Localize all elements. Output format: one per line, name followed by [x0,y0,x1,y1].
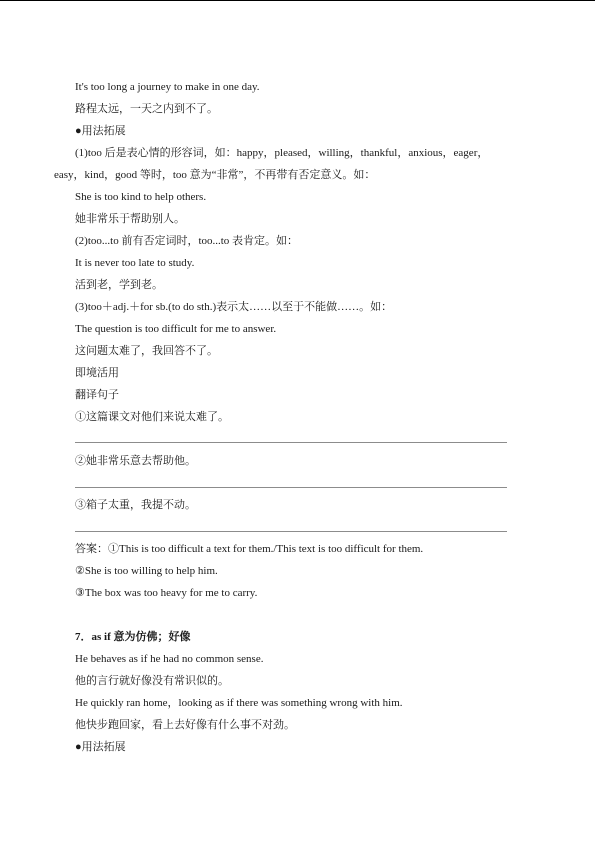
answer-blank-line-3 [75,531,507,532]
exercise-instruction: 翻译句子 [75,389,119,401]
example-sentence-zh: 路程太远，一天之内到不了。 [75,103,218,115]
exercise-item-2: ②她非常乐意去帮助他。 [75,455,196,467]
example-sentence-en: It is never too late to study. [75,257,195,269]
section-heading-as-if: 7．as if 意为仿佛；好像 [75,631,191,643]
section-heading-usage-extension: ●用法拓展 [75,741,126,753]
answer-key-2: ②She is too willing to help him. [75,565,218,577]
answer-blank-line-2 [75,487,507,488]
exercise-item-1: ①这篇课文对他们来说太难了。 [75,411,229,423]
answer-key-3: ③The box was too heavy for me to carry. [75,587,258,599]
section-heading-practice: 即境活用 [75,367,119,379]
example-sentence-en: The question is too difficult for me to answer. [75,323,277,335]
answer-key-1: 答案：①This is too difficult a text for them./This text is too difficult for them. [75,543,424,555]
example-sentence-zh: 他的言行就好像没有常识似的。 [75,675,229,687]
page-top-border [0,0,595,1]
example-sentence-zh: 活到老，学到老。 [75,279,163,291]
example-sentence-en: She is too kind to help others. [75,191,207,203]
example-sentence-en: He quickly ran home，looking as if there was something wrong with him. [75,697,403,709]
example-sentence-en: It's too long a journey to make in one day. [75,81,260,93]
exercise-item-3: ③箱子太重，我提不动。 [75,499,196,511]
usage-point-1-continued: easy，kind，good 等时，too 意为“非常”，不再带有否定意义。如： [54,169,376,181]
example-sentence-zh: 他快步跑回家，看上去好像有什么事不对劲。 [75,719,295,731]
usage-point-1: (1)too 后是表心情的形容词，如：happy，pleased，willing，thankful，anxious，eager， [75,147,489,159]
example-sentence-en: He behaves as if he had no common sense. [75,653,264,665]
answer-blank-line-1 [75,442,507,443]
section-heading-usage-extension: ●用法拓展 [75,125,126,137]
example-sentence-zh: 她非常乐于帮助别人。 [75,213,185,225]
usage-point-2: (2)too...to 前有否定词时，too...to 表肯定。如： [75,235,299,247]
example-sentence-zh: 这问题太难了，我回答不了。 [75,345,218,357]
usage-point-3: (3)too＋adj.＋for sb.(to do sth.)表示太……以至于不能做……。如： [75,301,393,313]
